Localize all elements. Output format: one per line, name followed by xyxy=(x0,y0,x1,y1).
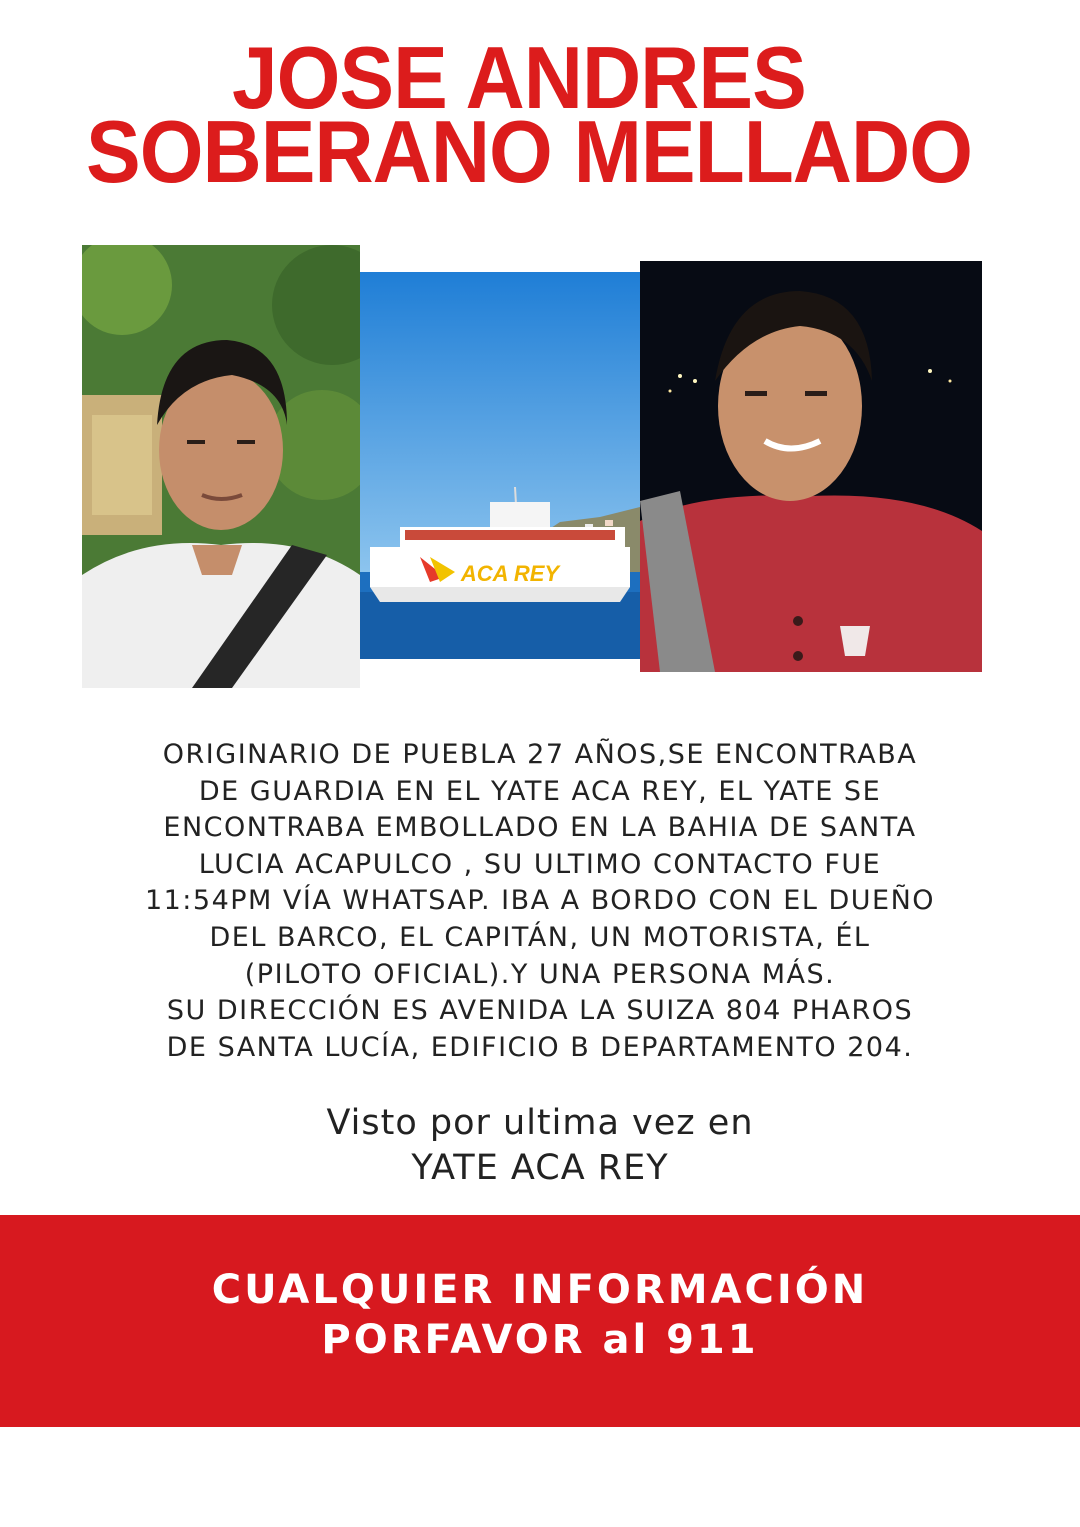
description-line: DE GUARDIA EN EL YATE ACA REY, EL YATE SE xyxy=(198,775,882,807)
title-line-1: JOSE ANDRES xyxy=(232,29,806,128)
description-line: LUCIA ACAPULCO , SU ULTIMO CONTACTO FUE xyxy=(198,848,882,880)
banner-line-1: CUALQUIER INFORMACIÓN xyxy=(211,1267,869,1313)
photo-portrait-day xyxy=(82,245,360,688)
photo-yacht xyxy=(360,272,640,659)
description-line: (PILOTO OFICIAL).Y UNA PERSONA MÁS. xyxy=(244,958,836,990)
banner-line-2: PORFAVOR al 911 xyxy=(321,1317,759,1363)
photo-portrait-night xyxy=(640,261,982,672)
last-seen-line-2: YATE ACA REY xyxy=(411,1148,669,1188)
description-line: 11:54PM VÍA WHATSAP. IBA A BORDO CON EL DUEÑO xyxy=(144,885,936,917)
description-line: ORIGINARIO DE PUEBLA 27 AÑOS,SE ENCONTRABA xyxy=(162,739,918,770)
contact-banner-text xyxy=(0,1265,1080,1365)
last-seen-line-1: Visto por ultima vez en xyxy=(326,1103,754,1143)
description-line: DE SANTA LUCÍA, EDIFICIO B DEPARTAMENTO 204. xyxy=(166,1031,914,1063)
description-line: SU DIRECCIÓN ES AVENIDA LA SUIZA 804 PHAROS xyxy=(166,995,914,1027)
description-text xyxy=(40,737,1040,1066)
last-seen xyxy=(0,1101,1080,1191)
description-line: DEL BARCO, EL CAPITÁN, UN MOTORISTA, ÉL xyxy=(209,921,871,953)
title-line-2: SOBERANO MELLADO xyxy=(86,103,972,202)
description-line: ENCONTRABA EMBOLLADO EN LA BAHIA DE SANTA xyxy=(163,812,917,844)
yacht-logo-text: ACA REY xyxy=(460,561,560,586)
